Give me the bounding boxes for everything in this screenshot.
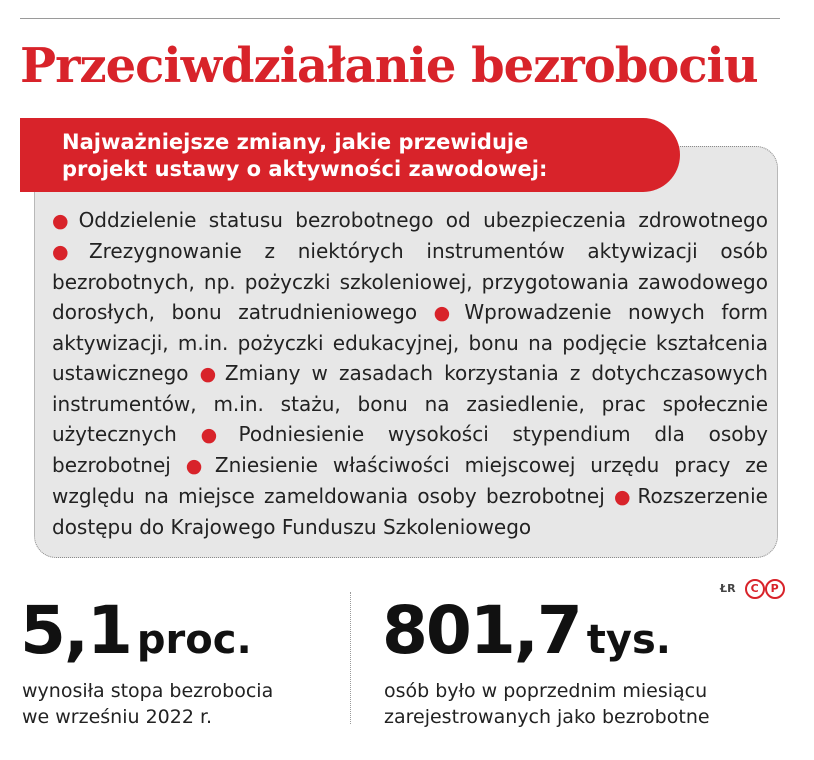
stat-unit: proc.	[136, 617, 252, 663]
stat-description-line: osób było w poprzednim miesiącu	[384, 680, 708, 702]
list-item-text: Zmiany w zasadach korzystania z dotychczasowych instrumentów, m.in. stażu, bonu na zasiedlenie, prac społecznie użytecznych	[52, 361, 768, 446]
list-item-text: Zrezygnowanie z niektórych instrumentów aktywizacji osób bezrobotnych, np. pożyczki szkoleniowej, przygotowania zawodowego dorosłych, bonu zatrudnieniowego	[52, 239, 768, 324]
stat-unit: tys.	[586, 617, 671, 663]
banner-line-1: Najważniejsze zmiany, jakie przewiduje	[62, 130, 529, 154]
bullet-icon: ●	[200, 424, 235, 446]
publisher-logo-icon: C P	[745, 579, 785, 599]
bullet-icon: ●	[614, 486, 634, 508]
stat-description-line: we wrześniu 2022 r.	[22, 706, 213, 728]
bullet-icon: ●	[52, 241, 85, 263]
stat-value: 5,1	[20, 592, 131, 669]
bullet-icon: ●	[199, 363, 221, 385]
top-rule	[20, 18, 780, 19]
credit	[720, 578, 785, 600]
banner-line-2: projekt ustawy o aktywności zawodowej:	[62, 157, 548, 181]
stat-unemployment-rate	[20, 592, 252, 669]
bullet-icon: ●	[433, 302, 461, 324]
page-title: Przeciwdziałanie bezrobociu	[20, 38, 758, 94]
banner	[20, 118, 680, 192]
list-item-text: Wprowadzenie nowych form aktywizacji, m.in. pożyczki edukacyjnej, bonu na podjęcie kształcenia ustawicznego	[52, 300, 768, 385]
list-item-text: Oddzielenie statusu bezrobotnego od ubezpieczenia zdrowotnego	[78, 208, 768, 232]
list-item-text: Podniesienie wysokości stypendium dla osoby bezrobotnej	[52, 422, 769, 477]
changes-list	[52, 205, 768, 542]
stat-description	[384, 678, 710, 730]
stat-description-line: wynosiła stopa bezrobocia	[22, 680, 274, 702]
stat-description	[22, 678, 273, 730]
bullet-icon: ●	[52, 210, 75, 232]
list-item-text: Zniesienie właściwości miejscowej urzędu pracy ze względu na miejsce zameldowania osoby bezrobotnej	[52, 453, 768, 508]
stats-divider	[350, 592, 351, 724]
list-item-text: Rozszerzenie dostępu do Krajowego Funduszu Szkoleniowego	[52, 484, 768, 539]
author-initials: ŁR	[720, 582, 736, 595]
bullet-icon: ●	[185, 455, 211, 477]
stat-value: 801,7	[382, 592, 581, 669]
stat-description-line: zarejestrowanych jako bezrobotne	[384, 706, 710, 728]
stat-registered-unemployed	[382, 592, 671, 669]
list-item	[52, 208, 768, 232]
